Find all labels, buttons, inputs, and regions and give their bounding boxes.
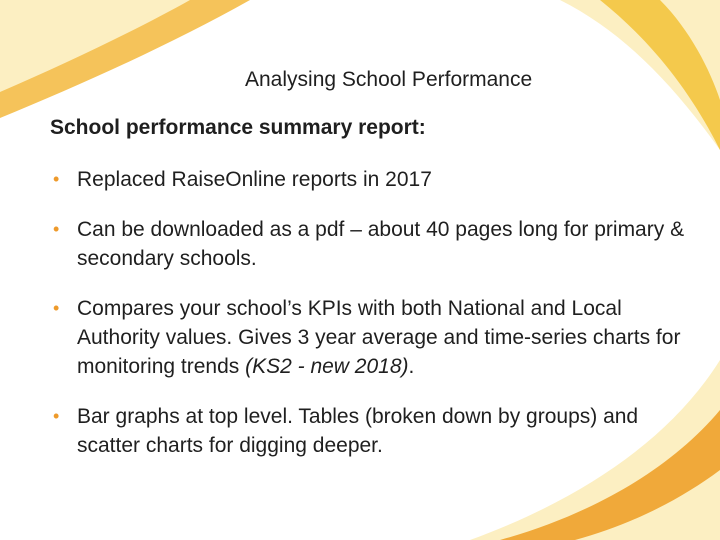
slide-title: Analysing School Performance (245, 68, 533, 91)
bullet-dot-icon: • (53, 406, 60, 426)
bullet-item (52, 402, 702, 460)
bullet-text: Replaced RaiseOnline reports in 2017 (77, 168, 432, 191)
bullet-item (52, 165, 702, 194)
bullet-dot-icon: • (53, 219, 60, 239)
bullet-list (52, 165, 702, 481)
bullet-dot-icon: • (53, 169, 60, 189)
report-subheading: School performance summary report: (50, 116, 426, 139)
bullet-text: Can be downloaded as a pdf – about 40 pages long for primary & secondary schools. (77, 218, 685, 270)
bullet-dot-icon: • (53, 298, 60, 318)
bullet-text: Bar graphs at top level. Tables (broken down by groups) and scatter charts for digging deeper. (77, 405, 639, 457)
bullet-text: Compares your school’s KPIs with both National and Local Authority values. Gives 3 year average and time-series charts for monitoring trends (77, 297, 681, 378)
bullet-item (52, 215, 702, 273)
bullet-trailing-punctuation: . (408, 355, 415, 378)
bullet-item (52, 294, 702, 381)
bullet-emphasis: (KS2 - new 2018) (245, 355, 409, 378)
